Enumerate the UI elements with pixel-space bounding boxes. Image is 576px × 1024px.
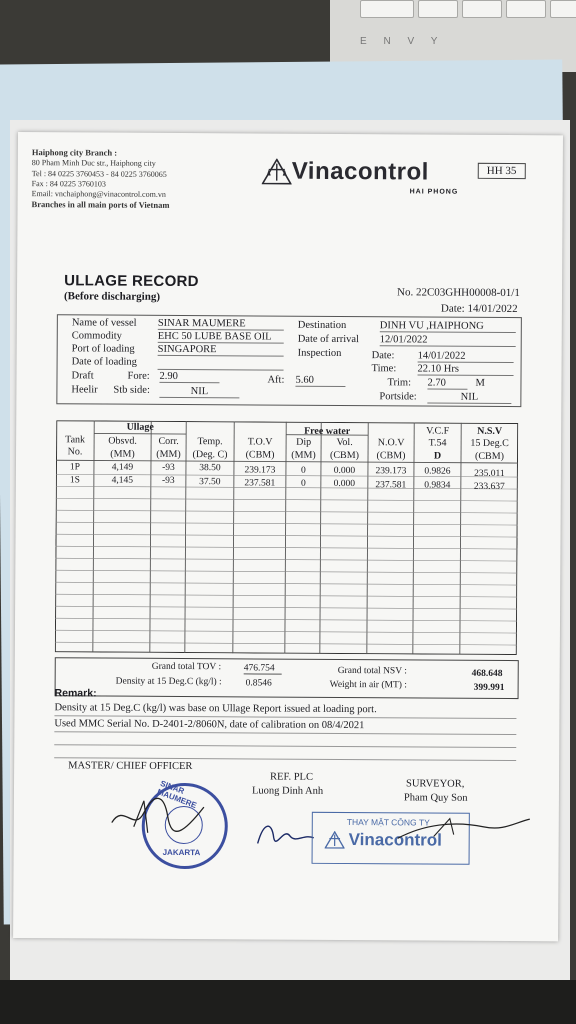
vc-stamp-name: Vinacontrol (348, 830, 442, 850)
header-temp-unit: (Deg. C) (192, 449, 228, 461)
row1-corr: -93 (162, 462, 175, 473)
stb-value: NIL (159, 386, 239, 398)
row2-dip: 0 (300, 478, 306, 489)
header-nsv-unit: (CBM) (475, 450, 505, 462)
logo-city: HAI PHONG (409, 188, 459, 196)
row2-tov: 237.581 (244, 478, 276, 489)
header-obsvd-unit: (MM) (110, 448, 135, 460)
fore-value: 2.90 (159, 371, 219, 383)
laptop-keys (360, 0, 576, 18)
record-title: ULLAGE RECORD (64, 272, 199, 291)
totals-box (55, 657, 519, 699)
loading-date-line (158, 357, 284, 371)
form-code: HH 35 (478, 163, 526, 179)
ref-title: REF. PLC (270, 771, 314, 783)
port-label: Port of loading (71, 343, 135, 355)
surveyor-name: Pham Quy Son (403, 792, 468, 804)
vessel-info-box (56, 314, 522, 407)
branch-tel: Tel : 84 0225 3760453 - 84 0225 3760065 (31, 168, 167, 179)
master-signature (104, 783, 224, 844)
record-subtitle: (Before discharging) (63, 290, 161, 303)
header-nsv-temp: 15 Deg.C (470, 437, 509, 450)
port-value: SINGAPORE (158, 344, 284, 357)
header-tov-unit: (CBM) (245, 449, 275, 461)
header-vol: Vol. (336, 436, 353, 449)
laptop-brand: E N V Y (360, 36, 445, 47)
row2-nov: 237.581 (375, 480, 407, 491)
ref-name: Luong Dinh Anh (251, 785, 324, 797)
master-label: MASTER/ CHIEF OFFICER (68, 760, 193, 773)
trim-unit: M (475, 377, 485, 389)
record-date: Date: 14/01/2022 (440, 302, 518, 316)
row2-vol: 0.000 (333, 478, 356, 490)
branch-name: Haiphong city Branch : (31, 147, 118, 158)
vc-stamp-top: THAY MẶT CÔNG TY (346, 817, 430, 828)
total-tov-label: Grand total TOV : (151, 661, 222, 673)
header-corr-unit: (MM) (156, 448, 181, 461)
heel-label: Heelir (71, 384, 98, 396)
aft-label: Aft: (267, 374, 285, 386)
remark-rule (54, 731, 516, 735)
header-nsv: N.S.V (477, 425, 503, 437)
commodity-value: EHC 50 LUBE BASE OIL (158, 331, 284, 344)
logo-word: Vinacontrol (291, 157, 429, 186)
surveyor-title: SURVEYOR, (405, 778, 465, 790)
row1-temp: 38.50 (199, 463, 221, 474)
fore-label: Fore: (127, 370, 150, 382)
header-corr: Corr. (158, 435, 179, 447)
trim-label: Trim: (387, 377, 412, 389)
record-number: No. 22C03GHH00008-01/1 (396, 286, 520, 300)
header-dip-unit: (MM) (291, 449, 316, 461)
tank-table (55, 420, 518, 655)
total-nsv-label: Grand total NSV : (337, 665, 407, 677)
row1-nov: 239.173 (375, 466, 407, 477)
insp-date-label: Date: (371, 350, 395, 362)
remark-line-2: Used MMC Serial No. D-2401-2/8060N, date of calibration on 08/4/2021 (54, 718, 365, 732)
row1-tov: 239.173 (244, 465, 276, 476)
portside-value: NIL (427, 392, 511, 405)
density-value: 0.8546 (245, 678, 272, 689)
branch-ports: Branches in all main ports of Vietnam (31, 199, 170, 211)
portside-label: Portside: (379, 391, 417, 403)
row2-temp: 37.50 (199, 477, 221, 488)
commodity-label: Commodity (71, 330, 122, 342)
branch-fax: Fax : 84 0225 3760103 (31, 178, 106, 189)
remark-line-1: Density at 15 Deg.C (kg/l) was base on Ullage Report issued at loading port. (54, 702, 377, 716)
row1-obsvd: 4,149 (111, 462, 134, 473)
header-temp: Temp. (197, 436, 223, 448)
row2-tank: 1S (69, 475, 80, 486)
desk-surface (0, 980, 576, 1024)
row1-nsv: 235.011 (474, 468, 505, 479)
stb-label: Stb side: (113, 384, 150, 396)
inspection-label: Inspection (297, 347, 342, 359)
scales-icon (325, 831, 345, 849)
header-nov-unit: (CBM) (376, 450, 406, 462)
header-vcf: V.C.F (426, 425, 450, 437)
row2-vcf: 0.9834 (424, 480, 451, 491)
weight-value: 399.991 (473, 682, 505, 693)
weight-label: Weight in air (MT) : (329, 679, 407, 691)
stamp-bottom-text: JAKARTA (162, 847, 201, 858)
vessel-label: Name of vessel (71, 317, 137, 329)
row1-vol: 0.000 (333, 465, 356, 477)
header-free-water: Free water (304, 425, 351, 438)
stamp-top-text: SINAR MAUMERE (155, 778, 198, 811)
total-tov-value: 476.754 (244, 663, 282, 674)
header-vol-unit: (CBM) (330, 449, 360, 462)
header-tank: Tank (65, 434, 86, 446)
branch-info (32, 147, 170, 212)
ullage-record-document (13, 132, 563, 941)
row1-vcf: 0.9826 (424, 466, 451, 477)
arrival-label: Date of arrival (297, 333, 359, 346)
row2-corr: -93 (161, 475, 175, 486)
destination-label: Destination (297, 319, 347, 332)
remark-rule (54, 744, 516, 748)
header-vcf-d: D (433, 450, 442, 462)
arrival-value: 12/01/2022 (380, 334, 516, 347)
header-vcf-table: T.54 (428, 437, 447, 449)
header-tov: T.O.V (247, 436, 273, 448)
surveyor-signature (394, 814, 534, 845)
header-nov: N.O.V (377, 437, 405, 449)
insp-date-value: 14/01/2022 (418, 350, 514, 363)
row2-obsvd: 4,145 (111, 475, 134, 486)
row2-nsv: 233.637 (473, 481, 505, 492)
branch-address: 80 Pham Minh Duc str., Haiphong city (31, 158, 156, 169)
draft-label: Draft (71, 370, 94, 382)
time-value: 22.10 Hrs (418, 363, 514, 376)
loading-date-label: Date of loading (71, 356, 137, 368)
trim-value: 2.70 (427, 378, 467, 390)
density-label: Density at 15 Deg.C (kg/l) : (115, 676, 222, 688)
header-obsvd: Obsvd. (108, 435, 137, 447)
row1-tank: 1P (69, 462, 80, 473)
header-dip: Dip (296, 436, 312, 448)
header-tank-no: No. (67, 446, 83, 458)
time-label: Time: (371, 363, 397, 375)
aft-value: 5.60 (295, 375, 345, 387)
total-nsv-value: 468.648 (471, 668, 503, 679)
scales-icon (262, 158, 292, 184)
remark-label: Remark: (54, 687, 97, 700)
row1-dip: 0 (301, 465, 306, 476)
branch-email: Email: vnchaiphong@vinacontrol.com.vn (31, 189, 166, 200)
vinacontrol-logo (262, 157, 429, 186)
header-ullage: Ullage (126, 421, 154, 433)
destination-value: DINH VU ,HAIPHONG (380, 320, 516, 333)
vessel-value: SINAR MAUMERE (158, 318, 284, 331)
